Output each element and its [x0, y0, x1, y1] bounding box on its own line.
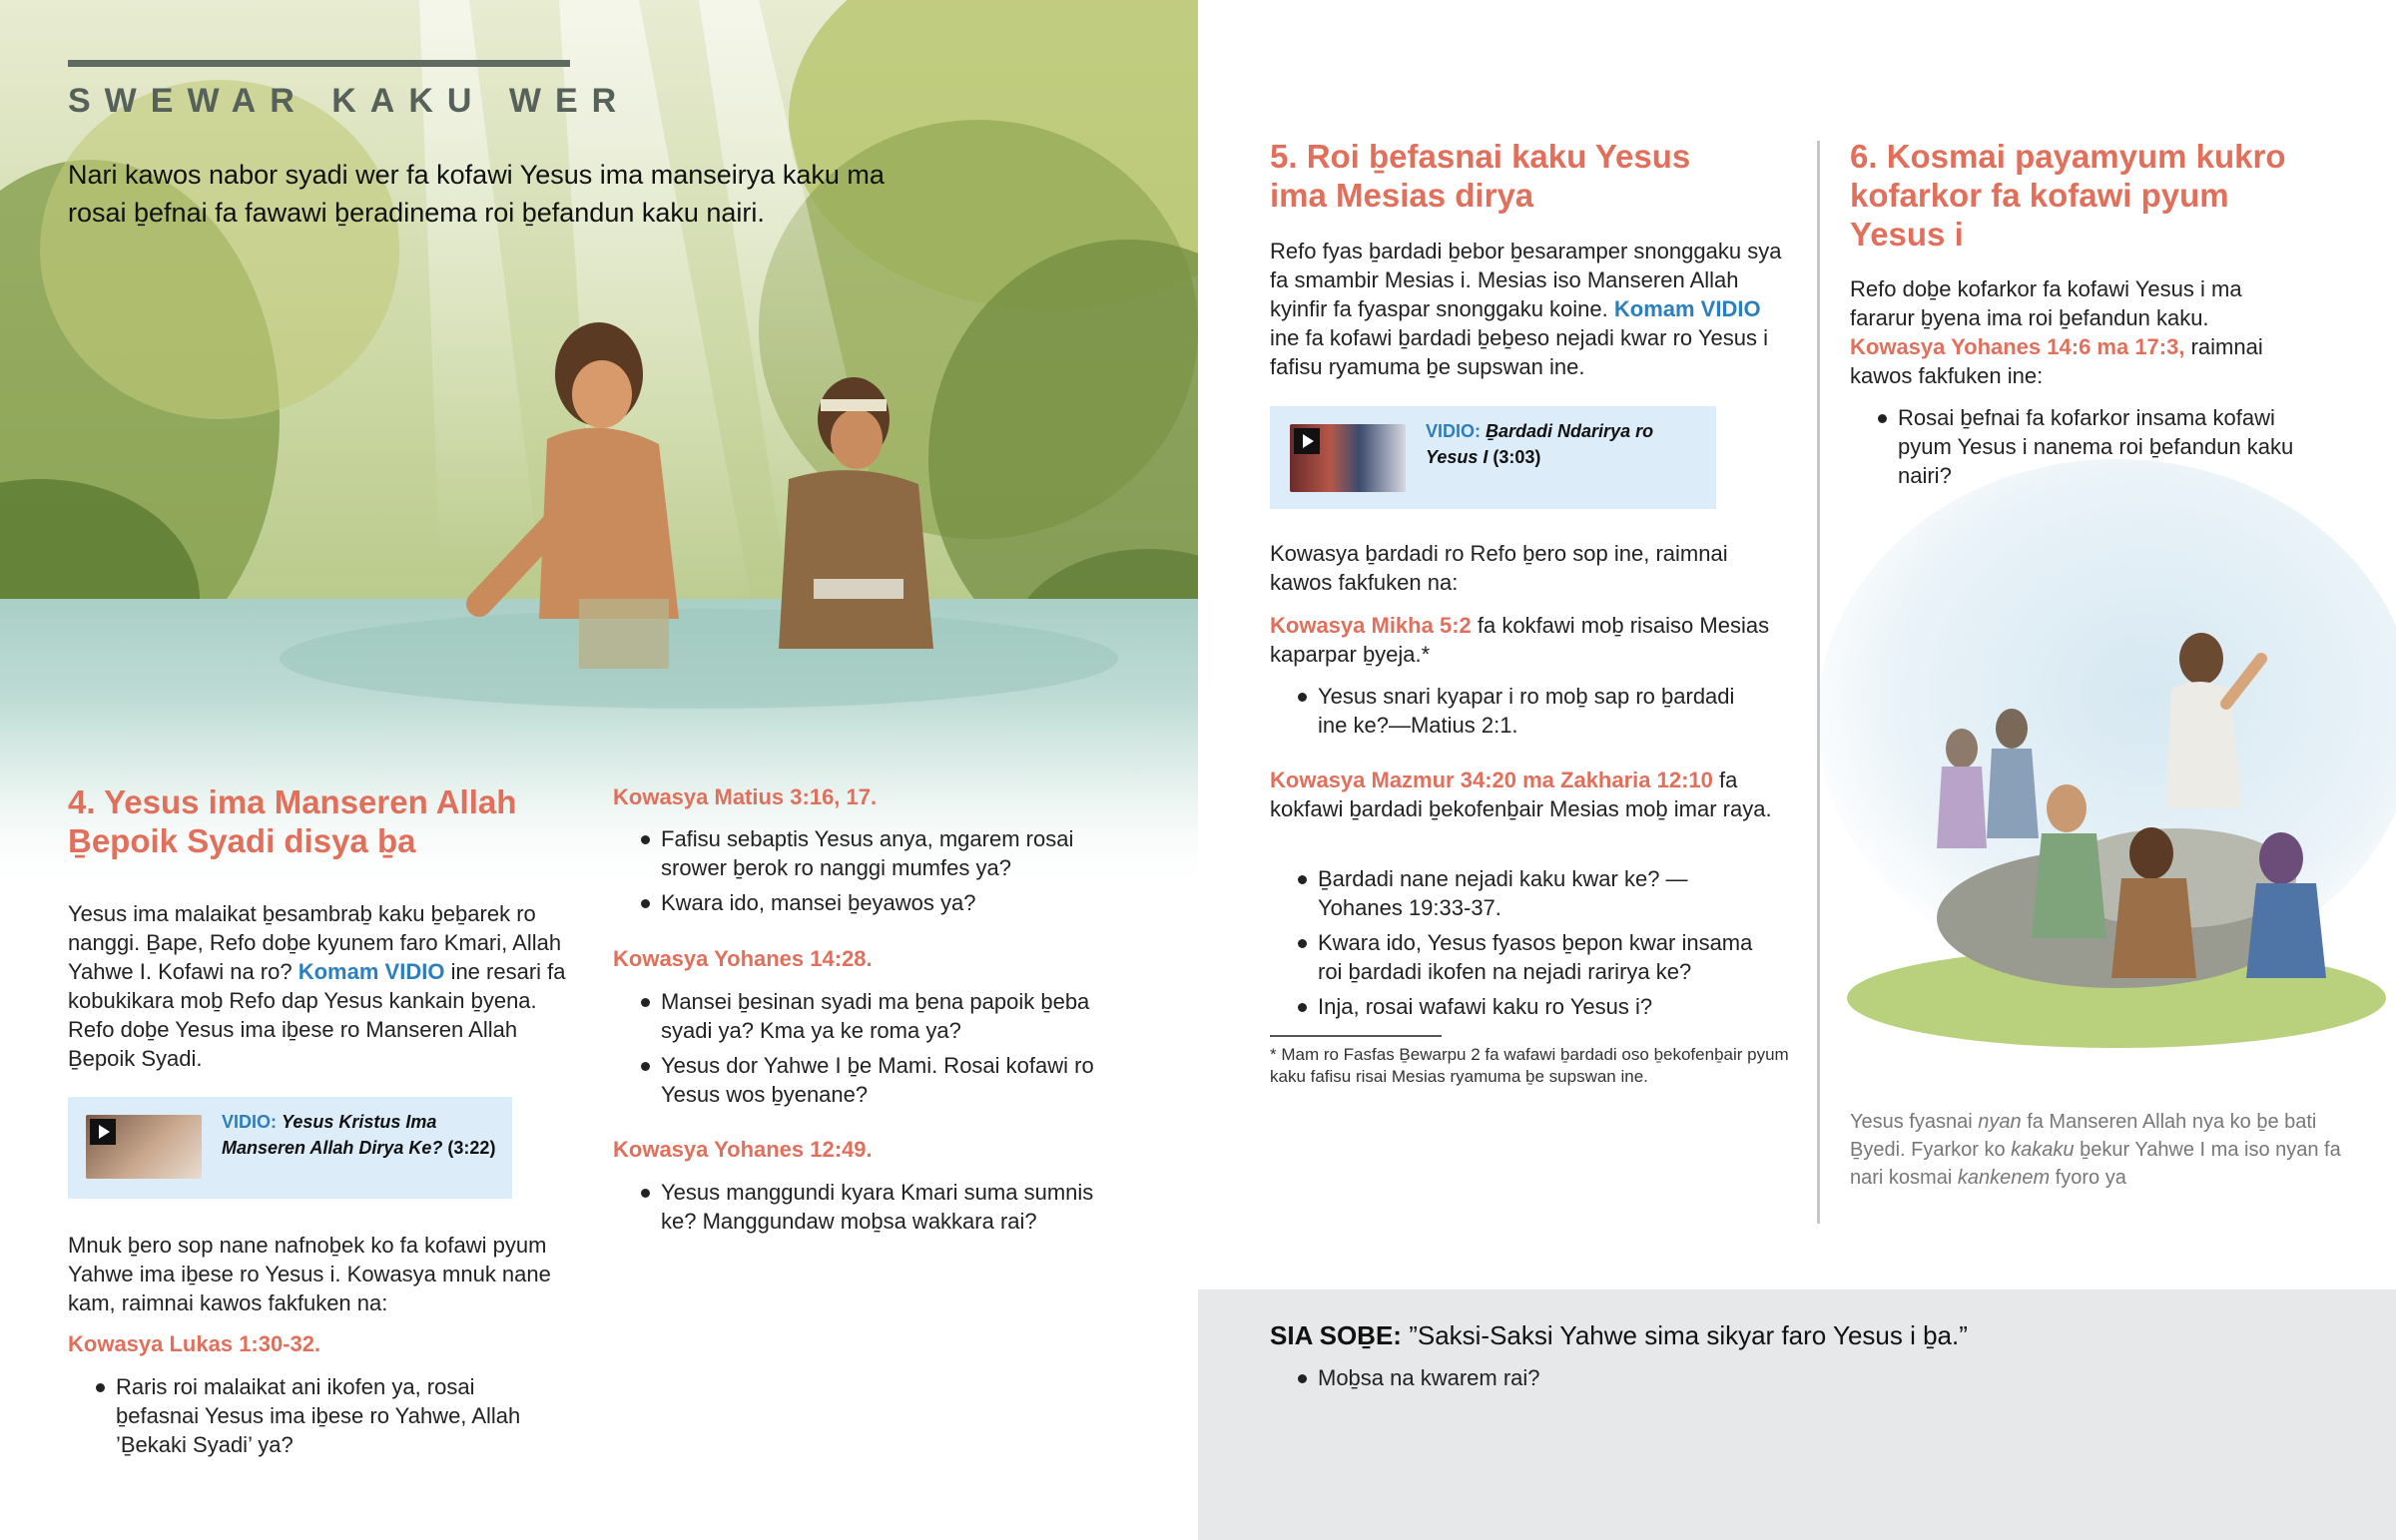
illustration-caption: Yesus fyasnai nyan fa Manseren Allah nya ko ḇe bati Ḇyedi. Fyarkor ko kakaku ḇekur Yahwe I ma iso nyan fa nari kosmai kankenem fyoro ya [1850, 1111, 2341, 1189]
ref-yohanes-14-6[interactable]: Kowasya Yohanes 14:6 ma 17:3, [1850, 334, 2185, 359]
question-item: Yesus snari kyapar i ro moḇ sap ro ḇardadi ine ke?—Matius 2:1. [1270, 682, 1769, 740]
right-page [1198, 0, 2396, 1540]
question-item: Fafisu sebaptis Yesus anya, mgarem rosai srower ḇerok ro nanggi mumfes ya? [613, 824, 1112, 882]
heading-6: 6. Kosmai payamyum kukro kofarkor fa kofawi pyum Yesus i [1850, 138, 2286, 253]
video-box-5[interactable] [1270, 406, 1716, 509]
question-item: Ḇardadi nane nejadi kaku kwar ke? —Yohanes 19:33-37. [1270, 864, 1769, 922]
sia-sobe-questions [1270, 1363, 2069, 1398]
sia-sobe-label: SIA SOḆE: [1270, 1320, 1402, 1350]
question-item: Rosai ḇefnai fa kofarkor insama kofawi pyum Yesus i nanema roi ḇefandun kaku nairi? [1850, 403, 2309, 490]
heading-5: 5. Roi ḇefasnai kaku Yesus ima Mesias dirya [1270, 138, 1691, 214]
question-item: Yesus manggundi kyara Kmari suma sumnis ke? Manggundaw moḇsa wakkara rai? [613, 1178, 1112, 1236]
ref-yohanes-14-28-questions [613, 987, 1112, 1115]
video-caption-4[interactable]: VIDIO: Yesus Kristus Ima Manseren Allah Dirya Ke? (3:22) [222, 1112, 496, 1158]
question-item: Yesus dor Yahwe I ḇe Mami. Rosai kofawi ro Yesus wos ḇyenane? [613, 1051, 1112, 1109]
ref-matius[interactable]: Kowasya Matius 3:16, 17. [613, 784, 878, 809]
s5-paragraph-2: Kowasya ḇardadi ro Refo ḇero sop ine, raimnai kawos fakfuken na: [1270, 541, 1728, 595]
s5-ref-mikha-line: Kowasya Mikha 5:2 fa kokfawi moḇ risaiso Mesias kaparpar ḇyeja.* [1270, 613, 1770, 667]
ref-lukas[interactable]: Kowasya Lukas 1:30-32. [68, 1331, 321, 1356]
sia-sobe-line [1270, 1317, 2268, 1353]
footnote: * Mam ro Fasfas Ḇewarpu 2 fa wafawi ḇardadi oso ḇekofenḇair pyum kaku fafisu risai Mesias ryamuma ḇe supswan ine. [1270, 1045, 1789, 1086]
baptism-illustration [0, 0, 1198, 898]
ref-mazmur-questions [1270, 864, 1769, 1027]
ref-lukas-questions [68, 1372, 547, 1465]
video-caption-5[interactable]: VIDIO: Ḇardadi Ndarirya ro Yesus I (3:03) [1426, 421, 1654, 467]
question-item: Raris roi malaikat ani ikofen ya, rosai ḇefasnai Yesus ima iḇese ro Yahwe, Allah ’Ḇekaki Syadi’ ya? [68, 1372, 547, 1459]
teaching-illustration [1817, 459, 2396, 1078]
s5-ref-mazmur-line: Kowasya Mazmur 34:20 ma Zakharia 12:10 fa kokfawi ḇardadi ḇekofenḇair Mesias moḇ imar raya. [1270, 768, 1772, 821]
komam-vidio-link-5[interactable]: Komam VIDIO [1613, 296, 1761, 321]
play-icon[interactable] [1294, 428, 1320, 454]
ref-yohanes-14-28[interactable]: Kowasya Yohanes 14:28. [613, 946, 873, 971]
video-box-4[interactable] [68, 1097, 512, 1199]
ref-mikha-questions [1270, 682, 1769, 746]
question-item: Mansei ḇesinan syadi ma ḇena papoik ḇeba syadi ya? Kma ya ke roma ya? [613, 987, 1112, 1045]
s4-paragraph-2: Mnuk ḇero sop nane nafnoḇek ko fa kofawi pyum Yahwe ima iḇese ro Yesus i. Kowasya mnuk nane kam, raimnai kawos fakfuken na: [68, 1233, 551, 1315]
komam-vidio-link-4[interactable]: Komam VIDIO [298, 959, 445, 984]
question-item: Kwara ido, Yesus fyasos ḇepon kwar insama roi ḇardadi ikofen na nejadi rarirya ke? [1270, 928, 1769, 986]
section-rule [68, 60, 570, 67]
ref-matius-questions [613, 824, 1112, 923]
section-intro: Nari kawos nabor syadi wer fa kofawi Yesus ima manseirya kaku ma rosai ḇefnai fa fawawi ḇeradinema roi ḇefandun kaku nairi. [68, 160, 885, 228]
ref-yohanes-12-49-questions [613, 1178, 1112, 1242]
s6-ref-line: Kowasya Yohanes 14:6 ma 17:3, raimnai kawos fakfuken ine: [1850, 334, 2263, 388]
ref-mikha[interactable]: Kowasya Mikha 5:2 [1270, 613, 1472, 638]
ref-yohanes-14-6-questions [1850, 403, 2309, 496]
sia-sobe-quote: ”Saksi-Saksi Yahwe sima sikyar faro Yesus i ḇa.” [1409, 1320, 1968, 1350]
play-icon[interactable] [90, 1119, 116, 1145]
s6-paragraph-1: Refo doḇe kofarkor fa kofawi Yesus i ma fararur ḇyena ima roi ḇefandun kaku. [1850, 276, 2242, 330]
footnote-rule [1270, 1035, 1442, 1037]
section-label: SWEWAR KAKU WER [68, 82, 631, 120]
question-item: Kwara ido, mansei ḇeyawos ya? [613, 888, 1112, 917]
ref-yohanes-12-49[interactable]: Kowasya Yohanes 12:49. [613, 1137, 873, 1162]
column-divider [1817, 141, 1820, 1224]
question-item: Moḇsa na kwarem rai? [1270, 1363, 2069, 1392]
ref-mazmur-zakharia[interactable]: Kowasya Mazmur 34:20 ma Zakharia 12:10 [1270, 768, 1713, 792]
s4-paragraph-1: Yesus ima malaikat ḇesambraḇ kaku ḇeḇarek ro nanggi. Ḇape, Refo doḇe kyunem faro Kmari, Allah Yahwe I. Kofawi na ro? Komam VIDIO ine resari fa kobukikara moḇ Refo dap Yesus kankain ḇyena. Refo doḇe Yesus ima iḇese ro Manseren Allah Ḇepoik Syadi. [68, 901, 566, 1071]
heading-4: 4. Yesus ima Manseren Allah Ḇepoik Syadi disya ḇa [68, 783, 517, 859]
s5-paragraph-1: Refo fyas ḇardadi ḇebor ḇesaramper snonggaku sya fa smambir Mesias i. Mesias iso Manseren Allah kyinfir fa fyaspar snonggaku koine. Komam VIDIO ine fa kofawi ḇardadi ḇeḇeso nejadi kwar ro Yesus i fafisu ryamuma ḇe supswan ine. [1270, 239, 1782, 379]
question-item: Inja, rosai wafawi kaku ro Yesus i? [1270, 992, 1769, 1021]
